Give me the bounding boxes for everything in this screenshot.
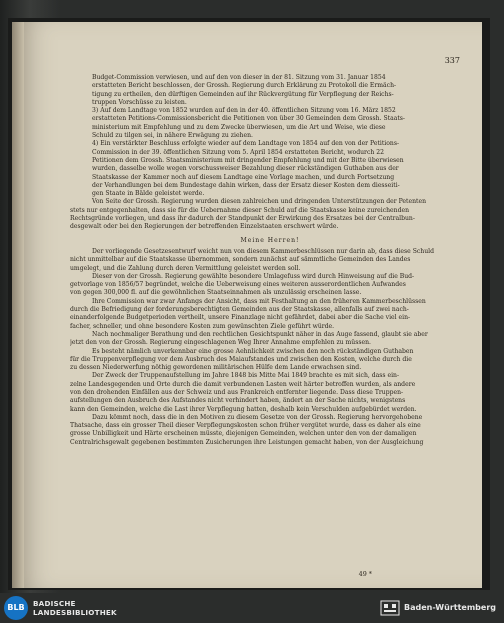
footer-bar [0, 593, 504, 623]
text-line: umgelegt, und die Zahlung durch deren Vermittlung geleistet werden soll. [70, 264, 301, 272]
text-line: grosse Unbilligkeit und Härte erscheinen müsste, diejenigen Gemeinden, welchen unter den von der damaligen [70, 430, 417, 438]
text-line: desgewalt oder bei den Regierungen der betreffenden Einzelstaaten erschwert würde. [70, 223, 339, 231]
scanned-page [12, 22, 482, 588]
text-line: erstatteten Bericht beschlossen, der Grossh. Regierung durch Erklärung zu Protokoll die Ermäch- [92, 82, 397, 90]
printer-signature: 49 * [358, 570, 372, 578]
text-line: Von Seite der Grossh. Regierung wurden diesen zahlreichen und dringenden Unterstützungen der Petenten [92, 198, 426, 206]
text-line: tigung zu ertheilen, den dürftigen Gemeinden auf ihr Rückvergütung für Verpflegung der Reichs- [92, 90, 394, 98]
text-line: jetzt den von der Grossh. Regierung eingeschlagenen Weg Ihrer Annahme empfehlen zu müssen. [70, 339, 371, 347]
text-line: von gegen 300,000 fl. auf die gewöhnlichen Staatseinnahmen als unzulässig erscheinen lasse. [70, 289, 362, 297]
institution-name-line1: BADISCHE [33, 599, 76, 608]
page-text-block [70, 74, 470, 447]
text-line: zelne Landesgegenden und Orte durch die damit verbundenen Lasten weit härter betroffen wurden, als andere [70, 380, 416, 388]
text-line: nicht unmittelbar auf die Staatskasse übernommen, sondern zunächst auf sämmtliche Gemeinden des Landes [70, 256, 411, 264]
text-line: stets nur entgegenhalten, dass sie für die Uebernahme dieser Schuld auf die Staatskasse keine zureichenden [70, 206, 410, 214]
blb-logo-icon[interactable]: BLB [4, 596, 28, 620]
text-line: für die Truppenverpflegung vor dem Ausbruch des Maiaufstandes und zwischen den Kosten, welche durch die [70, 355, 412, 363]
text-line: Staatskasse der Kammer noch auf diesem Landtage eine Vorlage machen, und durch Fortsetzung [92, 173, 395, 181]
text-line: Petitionen dem Grossh. Staatsministerium mit dringender Empfehlung und mit der Bitte überwiesen [92, 156, 404, 164]
text-line: Der vorliegende Gesetzesentwurf weicht nun von diesem Kammerbeschlüssen nur darin ab, dass diese Schuld [92, 247, 434, 255]
text-line: der Verhandlungen bei dem Bundestage dahin wirken, dass der Ersatz dieser Kosten dem diesseiti- [92, 181, 400, 189]
text-line: Thatsache, dass ein grosser Theil dieser Verpflegungskosten schon früher vergütet wurde, dass es daher als eine [70, 422, 421, 430]
page-number: 337 [444, 56, 460, 65]
text-line: Ihre Commission war zwar Anfangs der Ansicht, dass mit Festhaltung an den früheren Kammerbeschlüssen [92, 297, 426, 305]
text-line: facher, schneller, und ohne besondere Kosten zum gewünschten Ziele geführt würde. [70, 322, 335, 330]
text-line: einanderfolgende Budgetperioden vertheilt, unsere Finanzlage nicht gefährdet, dabei aber die Sache viel ein- [70, 314, 411, 322]
text-line: Es besteht nämlich unverkennbar eine grosse Aehnlichkeit zwischen den noch rückständigen Guthaben [92, 347, 414, 355]
text-line: kann den Gemeinden, welche die Last ihrer Verpflegung hatten, deshalb kein Verschulden aufgebürdet werden. [70, 405, 417, 413]
text-line: Rechtsgründe vorliegen, und dass ihr dadurch der Standpunkt der Erwirkung des Ersatzes bei der Centralbun- [70, 215, 415, 223]
text-line: Dazu kömmt noch, dass die in den Motiven zu diesem Gesetze von der Grossh. Regierung hervorgehobene [92, 413, 423, 421]
text-line: aufstellungen den Ausbruch des Aufstandes nicht verhindert haben, ändert an der Sache nichts, wenigstens [70, 397, 406, 405]
text-line: Schuld zu tilgen sei, in nähere Erwägung zu ziehen. [92, 132, 253, 140]
text-line: Commission in der 39. öffentlichen Sitzung vom 5. April 1854 erstatteten Bericht, wodurch 22 [92, 148, 384, 156]
text-line: truppen Vorschüsse zu leisten. [92, 98, 187, 106]
text-line: Nach nochmaliger Berathung und den rechtlichen Gesichtspunkt näher in das Auge fassend, glaubt sie aber [92, 330, 428, 338]
text-line: erstatteten Petitions-Commissionsbericht die Petitionen von über 30 Gemeinden dem Grossh. Staats- [92, 115, 405, 123]
state-name[interactable]: Baden-Württemberg [404, 603, 497, 612]
text-line: gen Staate in Bälde geleistet werde. [92, 190, 205, 198]
text-line: Centralrichsgewalt gegebenen bestimmten Zusicherungen ihre Leistungen gemacht haben, von der Ausgleichung [70, 438, 424, 446]
institution-name[interactable] [33, 599, 117, 617]
text-line: wurden, dasselbe wolle wegen vorschussweiser Bezahlung dieser rückständigen Guthaben aus der [92, 165, 399, 173]
text-line: durch die Befriedigung der forderungsberechtigten Gemeinden aus der Staatskasse, allenfalls auf zwei nach- [70, 306, 409, 314]
text-line: 3) Auf dem Landtage von 1852 wurden auf den in der 40. öffentlichen Sitzung vom 16. März 1852 [92, 107, 396, 115]
page-binding-edge [12, 22, 24, 588]
institution-name-line2: LANDESBIBLIOTHEK [33, 608, 117, 617]
text-line: von den drohenden Einfällen aus der Schweiz und aus Frankreich entfernter liegende. Dass diese Truppen- [70, 388, 404, 396]
text-line: ministerium mit Empfehlung und zu dem Zwecke überwiesen, um die Art und Weise, wie diese [92, 123, 386, 131]
text-line: Meine Herren! [240, 236, 300, 244]
text-line: 4) Ein verstärkter Beschluss erfolgte wieder auf dem Landtage von 1854 auf den von der Petitions- [92, 140, 400, 148]
text-line: getvorlage von 1856/57 begründet, welche die Ueberweisung eines weiteren ausserordentlichen Aufwandes [70, 281, 406, 289]
text-line: Budget-Commission verwiesen, und auf den von dieser in der 81. Sitzung vom 31. Januar 1854 [92, 74, 386, 81]
text-line: Der Zweck der Truppenaufstellung im Jahre 1848 bis Mitte Mai 1849 brachte es mit sich, dass ein- [92, 372, 400, 380]
state-crest-icon[interactable] [380, 600, 400, 616]
text-line: Dieser von der Grossh. Regierung gewählte besondere Umlagefuss wird durch Hinweisung auf die Bud- [92, 272, 415, 280]
text-line: zu dessen Niederwerfung nöthig gewordenen militärischen Hülfe dem Lande erwachsen sind. [70, 364, 362, 372]
